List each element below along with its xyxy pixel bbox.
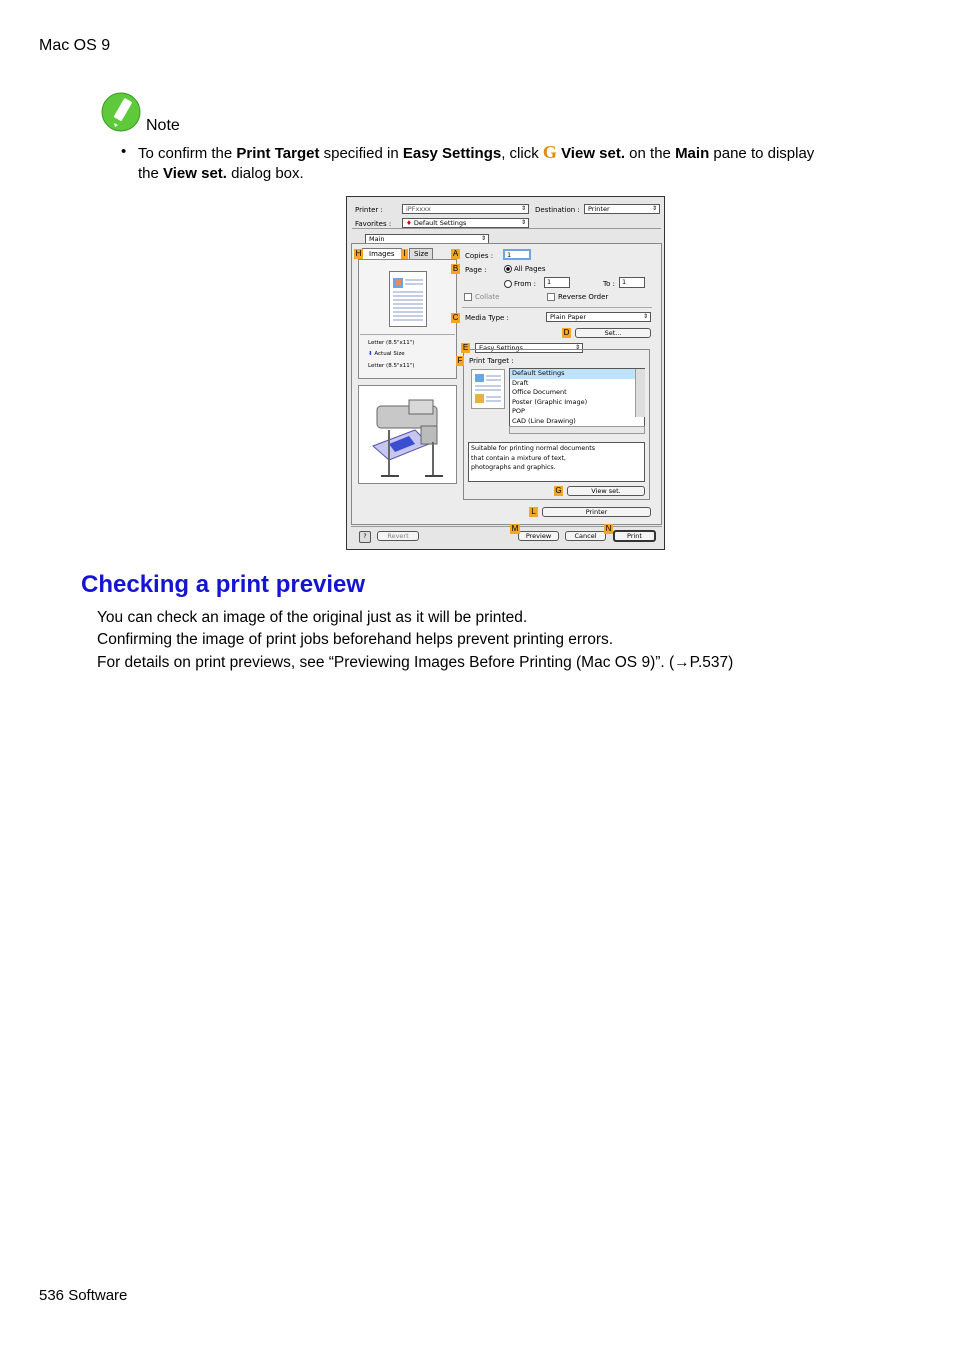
print-dialog — [346, 196, 665, 550]
marker-a: A — [452, 249, 459, 258]
marker-h: H — [355, 249, 362, 258]
note-label: Note — [146, 117, 180, 134]
body-line-3[interactable]: For details on print previews, see “Previewing Images Before Printing (Mac OS 9)”. (→P.537) — [97, 654, 734, 671]
all-pages-radio[interactable]: All Pages — [504, 265, 546, 273]
description-line: Suitable for printing normal documents — [471, 445, 595, 452]
marker-d: D — [563, 328, 570, 337]
divider — [462, 307, 652, 308]
printer-button[interactable]: Printer — [542, 507, 651, 517]
marker-c: C — [452, 313, 459, 322]
easy-settings-select[interactable]: Easy Settings ⇕ — [475, 343, 583, 353]
marker-l: L — [529, 507, 538, 517]
cancel-button[interactable]: Cancel — [565, 531, 606, 541]
section-title: Checking a print preview — [81, 571, 366, 598]
marker-i: I — [401, 249, 408, 259]
list-item[interactable]: Office Document — [512, 388, 567, 396]
copies-label: Copies : — [465, 252, 494, 260]
help-icon[interactable]: ? — [359, 531, 371, 543]
print-button[interactable]: Print — [613, 530, 656, 542]
description-line: that contain a mixture of text, — [471, 454, 566, 462]
marker-b: B — [452, 264, 459, 273]
from-input[interactable]: 1 — [544, 277, 570, 288]
print-target-label: Print Target : — [469, 357, 514, 365]
horizontal-scrollbar[interactable] — [509, 426, 645, 434]
list-item[interactable]: Poster (Graphic Image) — [512, 397, 588, 406]
list-item[interactable]: CAD (Line Drawing) — [512, 416, 576, 425]
to-label: To : — [603, 280, 615, 288]
marker-e: E — [462, 343, 469, 352]
marker-m: M — [511, 524, 519, 533]
reverse-order-checkbox[interactable]: Reverse Order — [547, 293, 608, 301]
marker-n: N — [605, 524, 612, 533]
arrow-down-icon: ⬇ — [368, 351, 373, 357]
copies-input[interactable]: 1 — [503, 249, 531, 260]
favorites-select[interactable]: ♦ Default Settings ⇕ — [402, 218, 529, 228]
note-line-1: To confirm the Print Target specified in Easy Settings, click G View set. on the Main pane to display — [138, 142, 815, 162]
tab-images[interactable]: Images — [362, 248, 402, 260]
tab-size[interactable]: Size — [409, 248, 433, 260]
collate-checkbox[interactable]: Collate — [464, 293, 499, 301]
printer-illustration — [358, 385, 457, 484]
preview-button[interactable]: Preview — [518, 531, 559, 541]
revert-button[interactable]: Revert — [377, 531, 419, 541]
media-type-label: Media Type : — [465, 314, 509, 322]
divider — [352, 228, 661, 229]
note-line-2: the View set. dialog box. — [138, 165, 304, 182]
print-target-list[interactable] — [509, 368, 645, 428]
list-item[interactable]: Default Settings — [510, 369, 644, 379]
favorites-label: Favorites : — [355, 220, 392, 228]
description-line: photographs and graphics. — [471, 464, 556, 471]
marker-g: G — [555, 486, 562, 495]
to-input[interactable]: 1 — [619, 277, 645, 288]
actual-size-label: ⬇ Actual Size — [368, 351, 405, 357]
divider — [360, 334, 455, 335]
destination-label: Destination : — [535, 206, 580, 214]
list-item[interactable]: POP — [512, 407, 525, 415]
paper-size-top: Letter (8.5"x11") — [368, 340, 415, 346]
g-marker-inline: G — [542, 142, 557, 162]
view-set-button[interactable]: View set. — [567, 486, 645, 496]
list-scrollbar[interactable] — [635, 369, 645, 417]
media-type-select[interactable]: Plain Paper ⇕ — [546, 312, 651, 322]
marker-f: F — [457, 356, 463, 365]
page-header: Mac OS 9 — [39, 37, 111, 54]
body-line-2: Confirming the image of print jobs beforehand helps prevent printing errors. — [97, 631, 614, 648]
page-footer: 536 Software — [39, 1287, 128, 1304]
description-box — [468, 442, 645, 482]
note-pencil-icon — [101, 92, 141, 132]
page-label: Page : — [465, 266, 487, 274]
print-target-thumbnail — [471, 369, 505, 409]
printer-select[interactable]: iPFxxxx ⇕ — [402, 204, 529, 214]
note-bullet: • — [121, 143, 127, 160]
destination-select[interactable]: Printer ⇕ — [584, 204, 660, 214]
list-item[interactable]: Draft — [512, 378, 529, 387]
page-thumbnail — [389, 271, 427, 327]
printer-label: Printer : — [355, 206, 383, 214]
body-line-1: You can check an image of the original just as it will be printed. — [97, 609, 528, 626]
set-button[interactable]: Set... — [575, 328, 651, 338]
pane-select[interactable]: Main ⇕ — [365, 234, 489, 244]
from-radio[interactable]: From : — [504, 280, 536, 288]
divider — [351, 526, 662, 527]
paper-size-bottom: Letter (8.5"x11") — [368, 363, 415, 369]
